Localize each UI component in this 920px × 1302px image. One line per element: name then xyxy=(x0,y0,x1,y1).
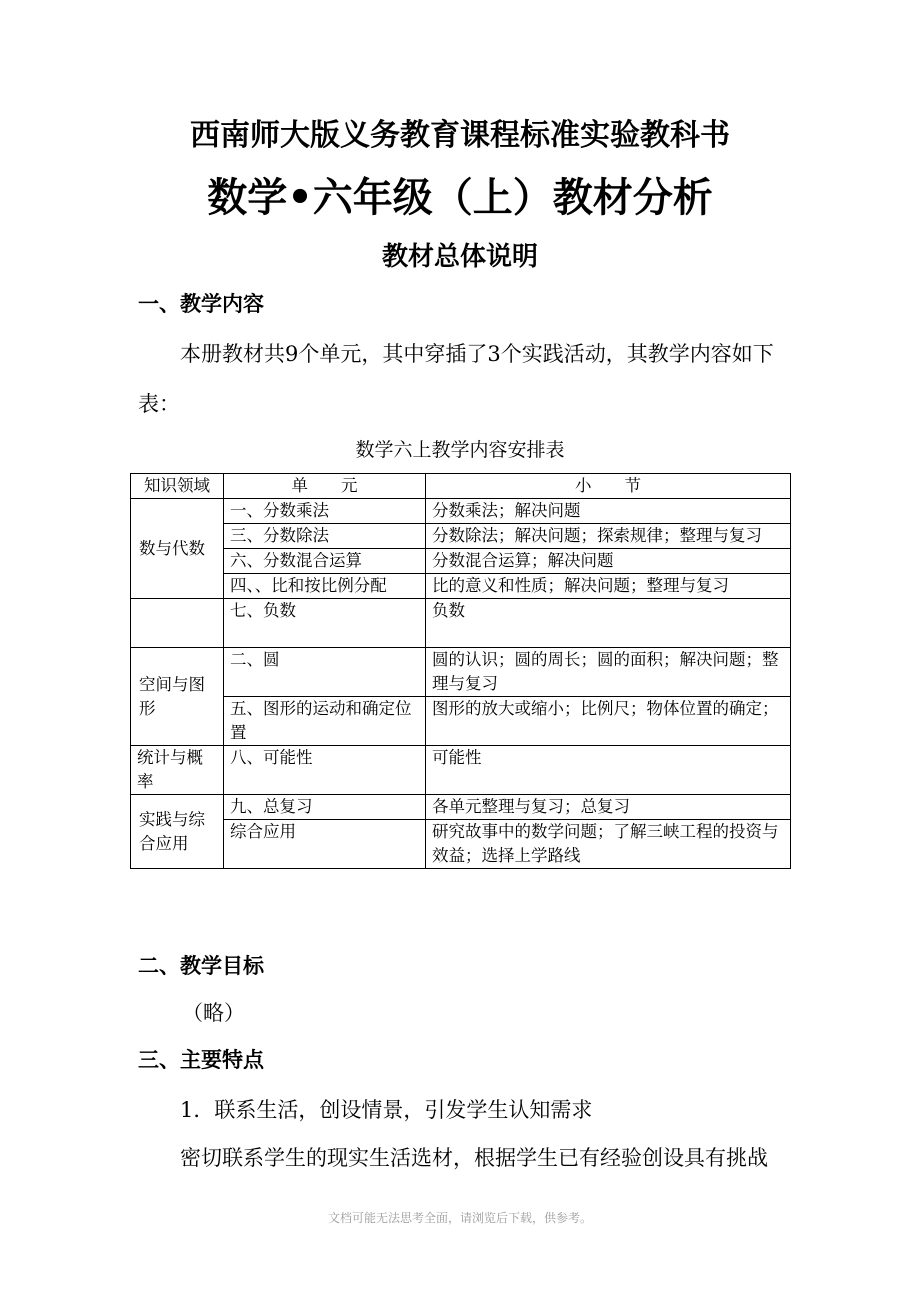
document-title-series: 西南师大版义务教育课程标准实验教科书 xyxy=(190,118,730,153)
unit-cell: 综合应用 xyxy=(224,820,426,869)
unit-cell: 八、可能性 xyxy=(224,746,426,795)
section-cell: 分数除法；解决问题；探索规律；整理与复习 xyxy=(426,524,791,549)
table-row xyxy=(131,499,791,524)
unit-cell: 四、、比和按比例分配 xyxy=(224,574,426,599)
domain-cell xyxy=(131,599,224,648)
feature-item-1: 1．联系生活，创设情景，引发学生认知需求 xyxy=(180,1098,593,1122)
section-heading-content: 一、教学内容 xyxy=(138,291,264,316)
table-row xyxy=(131,746,791,795)
unit-cell: 一、分数乘法 xyxy=(224,499,426,524)
content-table xyxy=(130,473,791,869)
header-domain: 知识领域 xyxy=(131,474,224,499)
table-row xyxy=(131,648,791,697)
table-row xyxy=(131,795,791,820)
table-row xyxy=(131,697,791,746)
document-subtitle: 教材总体说明 xyxy=(381,242,538,272)
feature-paragraph: 密切联系学生的现实生活选材，根据学生已有经验创设具有挑战 xyxy=(180,1146,768,1170)
section-cell: 负数 xyxy=(426,599,791,648)
section-cell: 分数乘法；解决问题 xyxy=(426,499,791,524)
section-cell: 比的意义和性质；解决问题；整理与复习 xyxy=(426,574,791,599)
intro-paragraph-line1: 本册教材共9个单元，其中穿插了3个实践活动，其教学内容如下 xyxy=(180,342,774,366)
unit-cell: 五、图形的运动和确定位置 xyxy=(224,697,426,746)
header-unit: 单 元 xyxy=(224,474,426,499)
unit-cell: 二、圆 xyxy=(224,648,426,697)
page-footer-note: 文档可能无法思考全面，请浏览后下载，供参考。 xyxy=(327,1211,592,1225)
section-cell: 各单元整理与复习；总复习 xyxy=(426,795,791,820)
table-row xyxy=(131,549,791,574)
table-row xyxy=(131,524,791,549)
table-row xyxy=(131,820,791,869)
table-header-row xyxy=(131,474,791,499)
goals-body: （略） xyxy=(182,1001,245,1025)
table-caption: 数学六上教学内容安排表 xyxy=(355,439,565,461)
section-cell: 可能性 xyxy=(426,746,791,795)
section-cell: 圆的认识；圆的周长；圆的面积；解决问题；整理与复习 xyxy=(426,648,791,697)
section-cell: 研究故事中的数学问题；了解三峡工程的投资与效益；选择上学路线 xyxy=(426,820,791,869)
domain-cell: 统计与概率 xyxy=(131,746,224,795)
section-cell: 图形的放大或缩小；比例尺；物体位置的确定； xyxy=(426,697,791,746)
header-section: 小 节 xyxy=(426,474,791,499)
table-row xyxy=(131,599,791,648)
domain-cell: 实践与综合应用 xyxy=(131,795,224,869)
table-row xyxy=(131,574,791,599)
section-heading-features: 三、主要特点 xyxy=(138,1047,264,1072)
unit-cell: 三、分数除法 xyxy=(224,524,426,549)
unit-cell: 六、分数混合运算 xyxy=(224,549,426,574)
domain-cell: 数与代数 xyxy=(131,499,224,599)
unit-cell: 九、总复习 xyxy=(224,795,426,820)
section-heading-goals: 二、教学目标 xyxy=(138,953,264,978)
section-cell: 分数混合运算；解决问题 xyxy=(426,549,791,574)
intro-paragraph-line2: 表： xyxy=(138,392,180,416)
document-title-main: 数学•六年级（上）教材分析 xyxy=(207,174,713,221)
unit-cell: 七、负数 xyxy=(224,599,426,648)
domain-cell: 空间与图形 xyxy=(131,648,224,746)
